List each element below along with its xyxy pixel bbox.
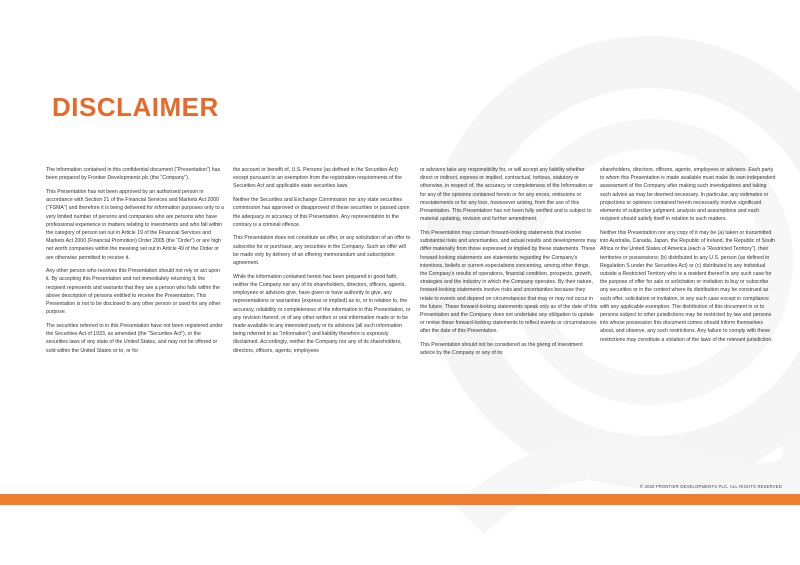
paragraph: Neither the Securities and Exchange Commission nor any state securities commission has approved or disapproved of these securities or passed upon the adequacy or accuracy of this Presentation. Any representation to the contrary is a criminal offence.	[233, 197, 410, 228]
paragraph: The securities referred to in this Presentation have not been registered under the Securities Act of 1933, as amended (the “Securities Act”), or the securities laws of any state of the United States, and may not be offered or sold within the United States or to, or for	[46, 322, 223, 354]
copyright-notice: © 2020 FRONTIER DEVELOPMENTS PLC. ALL RIGHTS RESERVED	[639, 484, 782, 489]
text-column-1	[46, 166, 224, 360]
paragraph: This Presentation does not constitute an offer, or any solicitation of an offer to subscribe for or purchase, any securities in the Company. Such an offer will be made only by delivery of an offering memorandum and subscription agreement.	[233, 235, 411, 267]
text-column-4	[600, 166, 778, 349]
paragraph: or advisors take any responsibility for, or will accept any liability whether direct or indirect, express or implied, contractual, tortious, statutory or otherwise, in respect of, the accuracy or completeness of the Information or for any of the opinions contained herein or for any errors, omissions or misstatements or for any loss, howsoever arising, from the use of this Presentation. This Presentation has not been fully verified and is subject to material updating, revision and further amendment.	[420, 167, 594, 223]
paragraph: Any other person who receives this Presentation should not rely or act upon it. By accepting this Presentation and not immediately returning it, the recipient represents and warrants that they are a person who falls within the above description of persons entitled to receive the Presentation. This Presentation is not to be disclosed to any other person or used for any other purpose.	[46, 268, 221, 316]
text-column-2	[233, 166, 411, 360]
page-title: DISCLAIMER	[52, 92, 219, 122]
text-column-3	[420, 166, 598, 363]
paragraph: shareholders, directors, officers, agents, employees or advisers. Each party to whom this Presentation is made available must make its own independent assessment of the Company after making such investigations and taking such advice as may be deemed necessary. In particular, any estimates or projections or opinions contained herein necessarily involve significant elements of subjective judgment, analysis and assumptions and each recipient should satisfy itself in relation to such matters.	[600, 167, 776, 223]
disclaimer-body	[46, 166, 788, 474]
paragraph: Neither this Presentation nor any copy of it may be (a) taken or transmitted into Australia, Canada, Japan, the Republic of Ireland, the Republic of South Africa or the United States of America (each a “Restricted Territory”), their territories or possessions; (b) distributed to any U.S. person (as defined in Regulation S under the Securities Act) or (c) distributed to any individual outside a Restricted Territory who is a resident thereof in any such case for the purpose of offer for sale or solicitation or invitation to buy or subscribe any securities or in the context where its distribution may be construed as such offer, solicitation or invitation, in any such case except in compliance with any applicable exemption. The distribution of this document in or to persons subject to other jurisdictions may be restricted by law and persons into whose possession this document comes should inform themselves about, and observe, any such restrictions. Any failure to comply with these restrictions may constitute a violation of the laws of the relevant jurisdiction.	[600, 229, 776, 343]
paragraph: This Presentation has not been approved by an authorised person in accordance with Section 21 of the Financial Services and Markets Act 2000 (“FSMA”) and therefore it is being delivered for information purposes only to a very limited number of persons and companies who are persons who have professional experience in matters relating to investments and who fall within the category of person set out in Article 19 of the Financial Services and Markets Act 2000 (Financial Promotion) Order 2005 (the “Order”) or are high net worth companies within the meaning set out in Article 49 of the Order or are otherwise permitted to receive it.	[46, 188, 224, 261]
footer-accent-bar	[0, 494, 800, 505]
paragraph: While the information contained herein has been prepared in good faith, neither the Company nor any of its shareholders, directors, officers, agents, employees or advisors give, have given or have authority to give, any representations or warranties (express or implied) as to, or in relation to, the accuracy, reliability or completeness of the information in this Presentation, or any revision thereof, or of any other written or oral information made or to be made available to any interested party or its advisors (all such information being referred to as “Information”) and liability therefore is expressly disclaimed. Accordingly, neither the Company nor any of its shareholders, directors, officers, agents, employees	[233, 273, 411, 354]
paragraph: This Presentation may contain forward-looking statements that involve substantial risks and uncertainties, and actual results and developments may differ materially from those expressed or implied by these statements. These forward-looking statements are statements regarding the Company’s intentions, beliefs or current expectations concerning, among other things, the Company’s results of operations, financial condition, prospects, growth, strategies and the industry in which the Company operates. By their nature, forward-looking statements involve risks and uncertainties because they relate to events and depend on circumstances that may or may not occur in the future. These forward-looking statements speak only as of the date of this Presentation and the Company does not undertake any obligation to update or revise these forward-looking statements to reflect events or circumstances after the date of this Presentation.	[420, 229, 598, 335]
paragraph: The information contained in this confidential document (“Presentation”) has been prepared by Frontier Developments plc (the “Company”).	[46, 167, 221, 182]
paragraph: This Presentation should not be considered as the giving of investment advice by the Company or any of its	[420, 342, 583, 357]
paragraph: the account or benefit of, U.S. Persons (as defined in the Securities Act) except pursuant to an exemption from the registration requirements of the Securities Act and applicable state securities laws.	[233, 167, 402, 190]
